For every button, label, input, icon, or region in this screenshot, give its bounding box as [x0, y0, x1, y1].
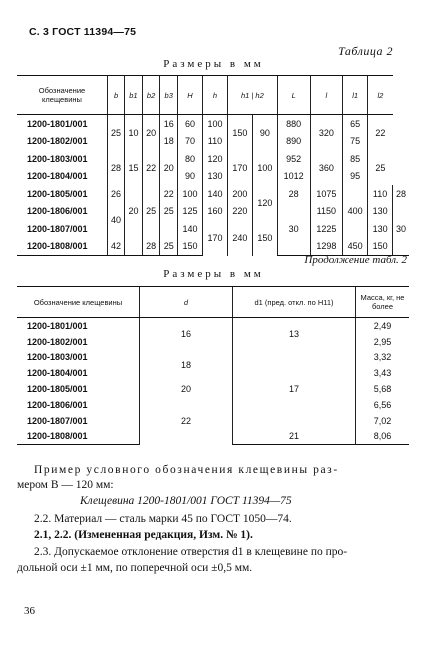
cell-h2: [277, 238, 310, 256]
table-header-row: [17, 287, 409, 318]
example-line1: Пример условного обозначения клещевины раз-: [34, 464, 339, 476]
cell-L: 952: [277, 150, 310, 168]
cell-h1: 170: [227, 150, 252, 185]
table-row: [17, 168, 409, 186]
page-header: С. 3 ГОСТ 11394—75: [29, 26, 137, 38]
cell-b1: [125, 238, 143, 256]
cell-b3: 16: [160, 115, 178, 133]
cell-name: 1200-1807/001: [27, 415, 88, 426]
table-row: [17, 150, 409, 168]
cell-h1: 220: [227, 203, 252, 221]
cell-mass: 2,95: [356, 334, 410, 350]
cell-L: 1150: [310, 203, 343, 221]
page-number: 36: [24, 605, 35, 617]
cell-name: 1200-1802/001: [27, 336, 88, 347]
cell-b1: 15: [125, 150, 143, 185]
cell-d: 20: [140, 381, 233, 397]
cell-l1: 150: [368, 238, 393, 256]
col-l2: l2: [368, 76, 393, 115]
cell-mass: 3,43: [356, 365, 410, 381]
cell-b: 28: [108, 150, 125, 185]
cell-name: 1200-1801/001: [27, 320, 88, 331]
cell-H: 100: [178, 185, 203, 203]
table-number: Таблица 2: [338, 44, 393, 58]
cell-H: 80: [178, 150, 203, 168]
cell-mass: 5,68: [356, 381, 410, 397]
cell-b1: 20: [125, 185, 143, 238]
cell-l2: 22: [368, 115, 393, 151]
example-designation: Клещевина 1200-1801/001 ГОСТ 11394—75: [80, 495, 292, 507]
cell-b3: 18: [160, 133, 178, 151]
cell-mass: 7,02: [356, 413, 410, 429]
table1-caption: Размеры в мм: [163, 58, 264, 70]
table-row: [17, 115, 409, 133]
col-mass: Масса, кг, не более: [356, 287, 410, 318]
cell-d1: 13: [233, 318, 356, 350]
cell-mass: 6,56: [356, 397, 410, 413]
cell-name: 1200-1806/001: [27, 399, 88, 410]
cell-l1: 65: [343, 115, 368, 133]
cell-b2: 22: [142, 150, 160, 185]
cell-b2: 28: [142, 238, 160, 256]
cell-h: 160: [202, 203, 227, 221]
cell-h: 140: [202, 185, 227, 203]
col-l: l: [310, 76, 343, 115]
cell-l1: 130: [368, 203, 393, 221]
col-designation: Обозначение клещевины: [17, 287, 140, 318]
cell-name: 1200-1805/001: [27, 188, 88, 199]
cell-b3: 20: [160, 150, 178, 185]
table-row: [17, 350, 409, 366]
cell-d: 22: [140, 397, 233, 445]
cell-name: 1200-1802/001: [27, 136, 88, 147]
col-H: H: [178, 76, 203, 115]
cell-L: 1225: [310, 220, 343, 238]
cell-l1: 75: [343, 133, 368, 151]
cell-h2: 90: [252, 115, 277, 151]
cell-l2: [393, 203, 409, 221]
cell-name: 1200-1803/001: [27, 352, 88, 363]
cell-h: 130: [202, 168, 227, 186]
cell-H: 125: [178, 203, 203, 221]
cell-l2: [393, 238, 409, 256]
cell-h1-span: 120: [252, 185, 277, 220]
cell-H: 150: [178, 238, 203, 256]
cell-h2: 28: [277, 185, 310, 203]
cell-b3: 22: [160, 185, 178, 203]
cell-L: 1298: [310, 238, 343, 256]
cell-d1: 21: [233, 429, 356, 445]
cell-b: 42: [108, 238, 125, 256]
cell-h: 100: [202, 115, 227, 133]
dimensions-table: [17, 75, 409, 256]
col-b1: b1: [125, 76, 143, 115]
col-d: d: [140, 287, 233, 318]
cell-b3: 25: [160, 203, 178, 221]
cell-mass: 3,32: [356, 350, 410, 366]
cell-d: 16: [140, 318, 233, 350]
cell-L: 890: [277, 133, 310, 151]
cell-l2: 25: [368, 150, 393, 185]
cell-name: 1200-1806/001: [27, 206, 88, 217]
cell-l: 450: [343, 238, 368, 256]
cell-H: 60: [178, 115, 203, 133]
cell-l: 320: [310, 115, 343, 151]
cell-h1: 200: [227, 185, 252, 203]
col-h: h: [202, 76, 227, 115]
cell-h: 170: [202, 220, 227, 256]
cell-l1: 130: [368, 220, 393, 238]
cell-L: 1075: [310, 185, 343, 203]
cell-name: 1200-1804/001: [27, 368, 88, 379]
cell-l: 360: [310, 150, 343, 185]
paragraph-2-1-amend: 2.1, 2.2. (Измененная редакция, Изм. № 1).: [34, 529, 253, 541]
table-header-row: [17, 76, 409, 115]
cell-name: 1200-1808/001: [17, 429, 140, 445]
col-L: L: [277, 76, 310, 115]
cell-h: 120: [202, 150, 227, 168]
col-l1: l1: [343, 76, 368, 115]
cell-b: 40: [108, 203, 125, 238]
cell-b: 25: [108, 115, 125, 151]
paragraph-2-3-line1: 2.3. Допускаемое отклонение отверстия d1 в клещевине по про-: [34, 546, 348, 558]
table-continuation-note: Продолжение табл. 2: [304, 254, 407, 266]
col-d1: d1 (пред. откл. по H11): [233, 287, 356, 318]
continuation-table: [17, 286, 409, 445]
cell-h1: 240: [227, 220, 252, 256]
cell-name: 1200-1805/001: [27, 384, 88, 395]
cell-h2: 30: [277, 220, 310, 238]
cell-l1: 85: [343, 150, 368, 168]
col-b3: b3: [160, 76, 178, 115]
cell-mass: 8,06: [356, 429, 410, 445]
example-line2: мером В — 120 мм:: [17, 479, 114, 491]
cell-b3: 25: [160, 238, 178, 256]
cell-h: 110: [202, 133, 227, 151]
paragraph-2-3-line2: дольной оси ±1 мм, по поперечной оси ±0,5 мм.: [17, 562, 253, 574]
table-row: [17, 133, 409, 151]
cell-L: 1012: [277, 168, 310, 186]
cell-h2: 100: [252, 150, 277, 185]
cell-name: 1200-1803/001: [27, 153, 88, 164]
col-b2: b2: [142, 76, 160, 115]
cell-name: 1200-1808/001: [17, 238, 108, 256]
col-h1-h2: h1 | h2: [227, 76, 277, 115]
cell-L: 880: [277, 115, 310, 133]
cell-H: 90: [178, 168, 203, 186]
cell-l2: 28: [393, 185, 409, 203]
cell-mass: 2,49: [356, 318, 410, 334]
cell-name: 1200-1804/001: [27, 171, 88, 182]
cell-h1b: 150: [252, 220, 277, 256]
cell-h1: 150: [227, 115, 252, 151]
cell-b2: 20: [142, 115, 160, 151]
table2-caption: Размеры в мм: [163, 268, 264, 280]
cell-l1: 110: [368, 185, 393, 203]
cell-b2: 25: [142, 185, 160, 238]
cell-H: 140: [178, 220, 203, 238]
paragraph-2-2: 2.2. Материал — сталь марки 45 по ГОСТ 1050—74.: [34, 513, 292, 525]
cell-l1: 95: [343, 168, 368, 186]
cell-l2: 30: [393, 220, 409, 238]
cell-H: 70: [178, 133, 203, 151]
table-row: [17, 318, 409, 334]
table-row: [17, 185, 409, 203]
cell-b3: [160, 220, 178, 238]
cell-d1: 17: [233, 350, 356, 429]
cell-h2: [277, 203, 310, 221]
cell-b1: 10: [125, 115, 143, 151]
cell-b: 26: [108, 185, 125, 203]
col-b: b: [108, 76, 125, 115]
cell-name: 1200-1807/001: [27, 223, 88, 234]
cell-name: 1200-1801/001: [27, 118, 88, 129]
cell-l: 400: [343, 185, 368, 238]
cell-d: 18: [140, 350, 233, 382]
col-designation: Обозначение клещевины: [17, 76, 108, 115]
